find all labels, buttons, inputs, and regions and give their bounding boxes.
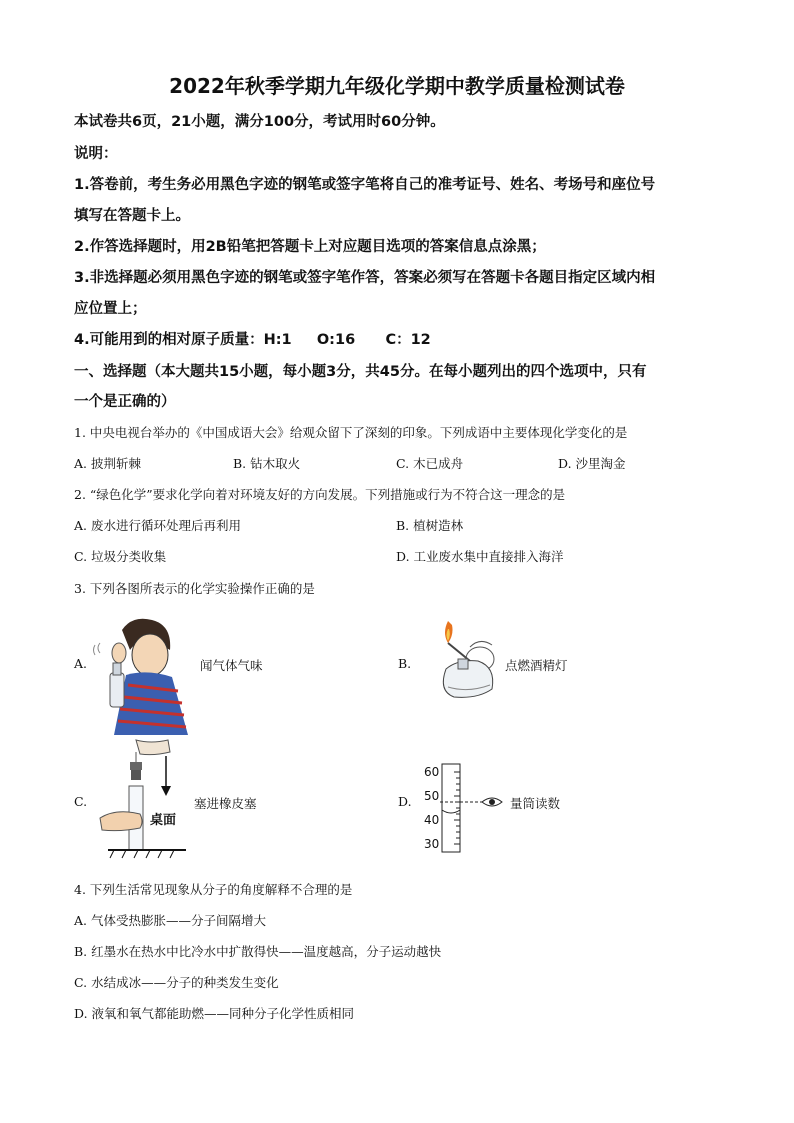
q1-option-c: C. 木已成舟	[396, 456, 464, 471]
q3-option-b-letter: B.	[398, 656, 412, 671]
note-1-cont: 填写在答题卡上。	[74, 208, 190, 224]
note-4: 4.可能用到的相对原子质量：H:1 O:16 C：12	[74, 332, 431, 348]
desk-label: 桌面	[150, 813, 177, 828]
q1-stem: 1. 中央电视台举办的《中国成语大会》给观众留下了深刻的印象。下列成语中主要体现化学变化的是	[74, 425, 628, 440]
q1-option-d: D. 沙里淘金	[558, 456, 626, 471]
alcohol-lamp-illustration	[418, 617, 503, 707]
q4-stem: 4. 下列生活常见现象从分子的角度解释不合理的是	[74, 882, 353, 897]
section-1-heading-cont: 一个是正确的）	[74, 394, 176, 410]
q2-option-d: D. 工业废水集中直接排入海洋	[396, 549, 564, 564]
note-3: 3.非选择题必须用黑色字迹的钢笔或签字笔作答，答案必须写在答题卡各题目指定区域内相	[74, 270, 656, 286]
section-1-heading: 一、选择题（本大题共15小题，每小题3分，共45分。在每小题列出的四个选项中，只有	[74, 364, 647, 380]
q2-stem: 2. “绿色化学”要求化学向着对环境友好的方向发展。下列措施或行为不符合这一理念的是	[74, 487, 566, 502]
q3-option-a-caption: 闻气体气味	[200, 658, 263, 673]
q4-option-b: B. 红墨水在热水中比冷水中扩散得快——温度越高，分子运动越快	[74, 944, 442, 959]
q2-option-c: C. 垃圾分类收集	[74, 549, 167, 564]
cylinder-tick-30: 30	[424, 837, 440, 851]
note-2: 2.作答选择题时，用2B铅笔把答题卡上对应题目选项的答案信息点涂黑；	[74, 239, 546, 255]
q3-option-b-caption: 点燃酒精灯	[505, 658, 568, 673]
q3-option-d-letter: D.	[398, 794, 412, 809]
q2-option-b: B. 植树造林	[396, 518, 464, 533]
q3-option-c-caption: 塞进橡皮塞	[194, 796, 257, 811]
q1-option-b: B. 钻木取火	[233, 456, 301, 471]
cylinder-tick-60: 60	[424, 765, 440, 779]
q4-option-d: D. 液氧和氧气都能助燃——同种分子化学性质相同	[74, 1006, 355, 1021]
cylinder-tick-50: 50	[424, 789, 440, 803]
graduated-cylinder-illustration	[420, 762, 512, 856]
q4-option-a: A. 气体受热膨胀——分子间隔增大	[74, 913, 266, 928]
cylinder-tick-40: 40	[424, 813, 440, 827]
q4-option-c: C. 水结成冰——分子的种类发生变化	[74, 975, 279, 990]
inserting-stopper-illustration	[96, 738, 191, 860]
note-1: 1.答卷前，考生务必用黑色字迹的钢笔或签字笔将自己的准考证号、姓名、考场号和座位号	[74, 177, 656, 193]
q1-option-a: A. 披荆斩棘	[74, 456, 141, 471]
q3-option-d-caption: 量筒读数	[510, 796, 561, 811]
q2-option-a: A. 废水进行循环处理后再利用	[74, 518, 241, 533]
exam-intro: 本试卷共6页，21小题，满分100分，考试用时60分钟。	[74, 114, 445, 130]
note-3-cont: 应位置上；	[74, 301, 147, 317]
q3-stem: 3. 下列各图所表示的化学实验操作正确的是	[74, 581, 315, 596]
q3-option-a-letter: A.	[74, 656, 88, 671]
q3-option-c-letter: C.	[74, 794, 88, 809]
exam-title: 2022年秋季学期九年级化学期中教学质量检测试卷	[169, 74, 625, 98]
notes-heading: 说明：	[74, 146, 118, 162]
smelling-gas-illustration	[92, 615, 197, 740]
